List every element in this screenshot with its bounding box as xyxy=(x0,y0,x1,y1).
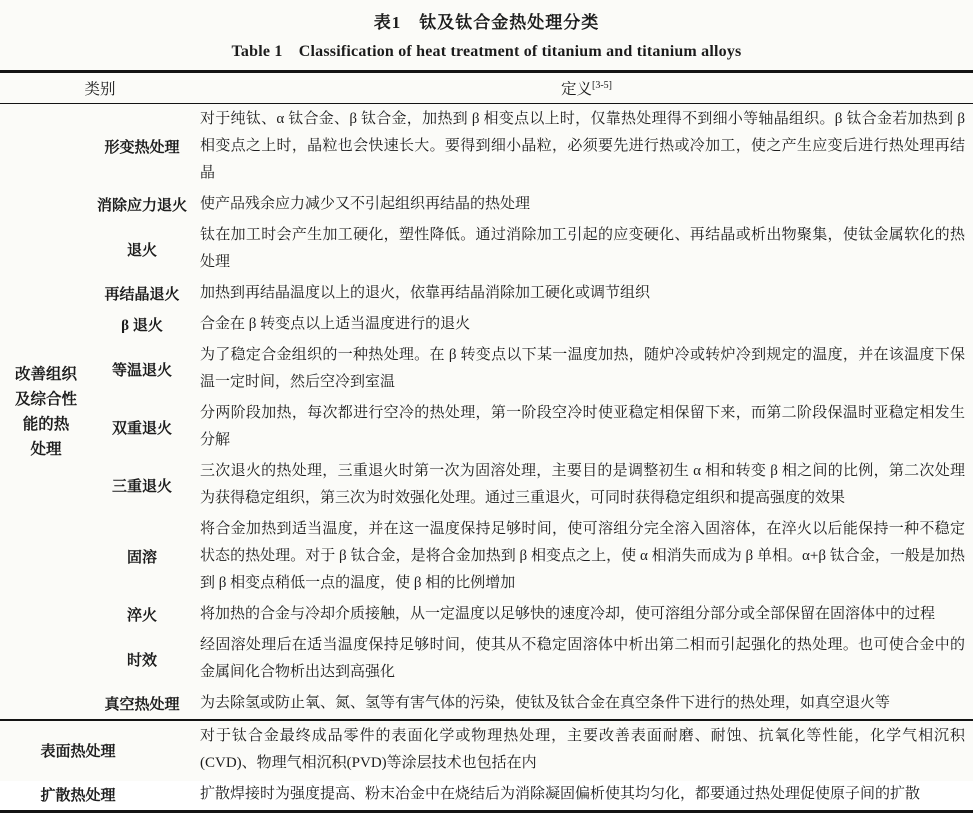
definition-cell: 合金在 β 转变点以上适当温度进行的退火 xyxy=(200,316,471,332)
table-row xyxy=(0,779,973,812)
definition-cell: 对于钛合金最终成品零件的表面化学或物理热处理，主要改善表面耐磨、耐蚀、抗氧化等性能，化学气相沉积(CVD)、物理气相沉积(PVD)等涂层技术也包括在内 xyxy=(200,728,965,771)
definition-cell: 分两阶段加热，每次都进行空冷的热处理，第一阶段空冷时使亚稳定相保留下来，而第二阶段保温时亚稳定相发生分解 xyxy=(200,405,965,448)
definition-cell: 三次退火的热处理，三重退火时第一次为固溶处理，主要目的是调整初生 α 相和转变 β 相之间的比例，第二次处理为获得稳定组织，第三次为时效强化处理。通过三重退火，可同时获得稳定组织和提高强度的效果 xyxy=(200,463,965,506)
definition-reference-superscript: [3-5] xyxy=(592,79,613,91)
table-row xyxy=(0,456,973,514)
definition-cell: 将合金加热到适当温度，并在这一温度保持足够时间，使可溶组分完全溶入固溶体，在淬火以后能保持一种不稳定状态的热处理。对于 β 钛合金，是将合金加热到 β 相变点之上，使 α 相消失而成为 β 单相。α+β 钛合金，一般是加热到 β 相变点稍低一点的温度，使 β 相的比例增加 xyxy=(200,521,965,591)
table-row xyxy=(0,340,973,398)
table-row xyxy=(0,630,973,688)
definition-header-label: 定义 xyxy=(561,81,593,98)
definition-cell: 经固溶处理后在适当温度保持足够时间，使其从不稳定固溶体中析出第二相而引起强化的热处理。也可使合金中的金属间化合物析出达到高强化 xyxy=(200,637,965,680)
table-title-chinese: 表1 钛及钛合金热处理分类 xyxy=(373,13,600,32)
header-cell-definition xyxy=(200,72,973,104)
category-cell: 扩散热处理 xyxy=(40,788,116,804)
category-cell: 表面热处理 xyxy=(40,743,116,760)
category-cell: 双重退火 xyxy=(112,420,173,437)
group-label-line: 能的热 xyxy=(22,415,70,433)
group-label-line: 处理 xyxy=(30,440,62,458)
category-cell: 退火 xyxy=(127,242,158,259)
table-row xyxy=(0,220,973,278)
table-header xyxy=(0,72,973,104)
category-cell: 形变热处理 xyxy=(104,140,180,156)
category-cell: 固溶 xyxy=(127,550,158,566)
table-row xyxy=(0,720,973,779)
table-row xyxy=(0,278,973,309)
definition-cell: 将加热的合金与冷却介质接触，从一定温度以足够快的速度冷却，使可溶组分部分或全部保留在固溶体中的过程 xyxy=(200,606,936,622)
definition-cell: 为去除氢或防止氧、氮、氢等有害气体的污染，使钛及钛合金在真空条件下进行的热处理，如真空退火等 xyxy=(200,695,891,711)
table-row xyxy=(0,189,973,220)
table-row xyxy=(0,309,973,340)
header-row xyxy=(0,72,973,104)
group-label-cell xyxy=(0,104,92,721)
definition-cell: 对于纯钛、α 钛合金、β 钛合金，加热到 β 相变点以上时，仅靠热处理得不到细小等轴晶组织。β 钛合金若加热到 β 相变点之上时，晶粒也会快速长大。要得到细小晶粒，必须要先进行热或冷加工，使之产生应变后进行热处理再结晶 xyxy=(200,111,965,181)
definition-cell: 扩散焊接时为强度提高、粉末冶金中在烧结后为消除凝固偏析使其均匀化，都要通过热处理促使原子间的扩散 xyxy=(200,786,921,802)
definition-cell: 加热到再结晶温度以上的退火，依靠再结晶消除加工硬化或调节组织 xyxy=(200,285,651,301)
category-cell: 真空热处理 xyxy=(104,697,180,713)
definition-cell: 使产品残余应力减少又不引起组织再结晶的热处理 xyxy=(200,196,531,212)
table-row xyxy=(0,104,973,190)
table-row xyxy=(0,599,973,630)
category-cell: 三重退火 xyxy=(112,478,173,495)
classification-table xyxy=(0,70,973,813)
definition-cell: 为了稳定合金组织的一种热处理。在 β 转变点以下某一温度加热，随炉冷或转炉冷到规定的温度，并在该温度下保温一定时间，然后空冷到室温 xyxy=(200,347,965,390)
group-label-line: 改善组织 xyxy=(14,365,77,383)
table-row xyxy=(0,398,973,456)
definition-cell: 钛在加工时会产生加工硬化，塑性降低。通过消除加工引起的应变硬化、再结晶或析出物聚集，使钛金属软化的热处理 xyxy=(200,227,965,270)
category-cell: β 退火 xyxy=(121,318,163,334)
category-cell: 淬火 xyxy=(127,608,158,624)
category-cell: 等温退火 xyxy=(112,362,173,379)
category-cell: 再结晶退火 xyxy=(104,287,180,303)
category-cell: 消除应力退火 xyxy=(97,198,188,214)
section-microstructure-heat-treatment xyxy=(0,104,973,721)
group-label-line: 及综合性 xyxy=(14,390,77,408)
category-cell: 时效 xyxy=(127,652,158,669)
table-row xyxy=(0,688,973,720)
table-row xyxy=(0,514,973,599)
header-cell-category: 类别 xyxy=(84,81,116,98)
section-surface-and-diffusion-heat-treatment xyxy=(0,720,973,812)
table-title-english: Table 1 Classification of heat treatment of titanium and titanium alloys xyxy=(231,43,742,60)
